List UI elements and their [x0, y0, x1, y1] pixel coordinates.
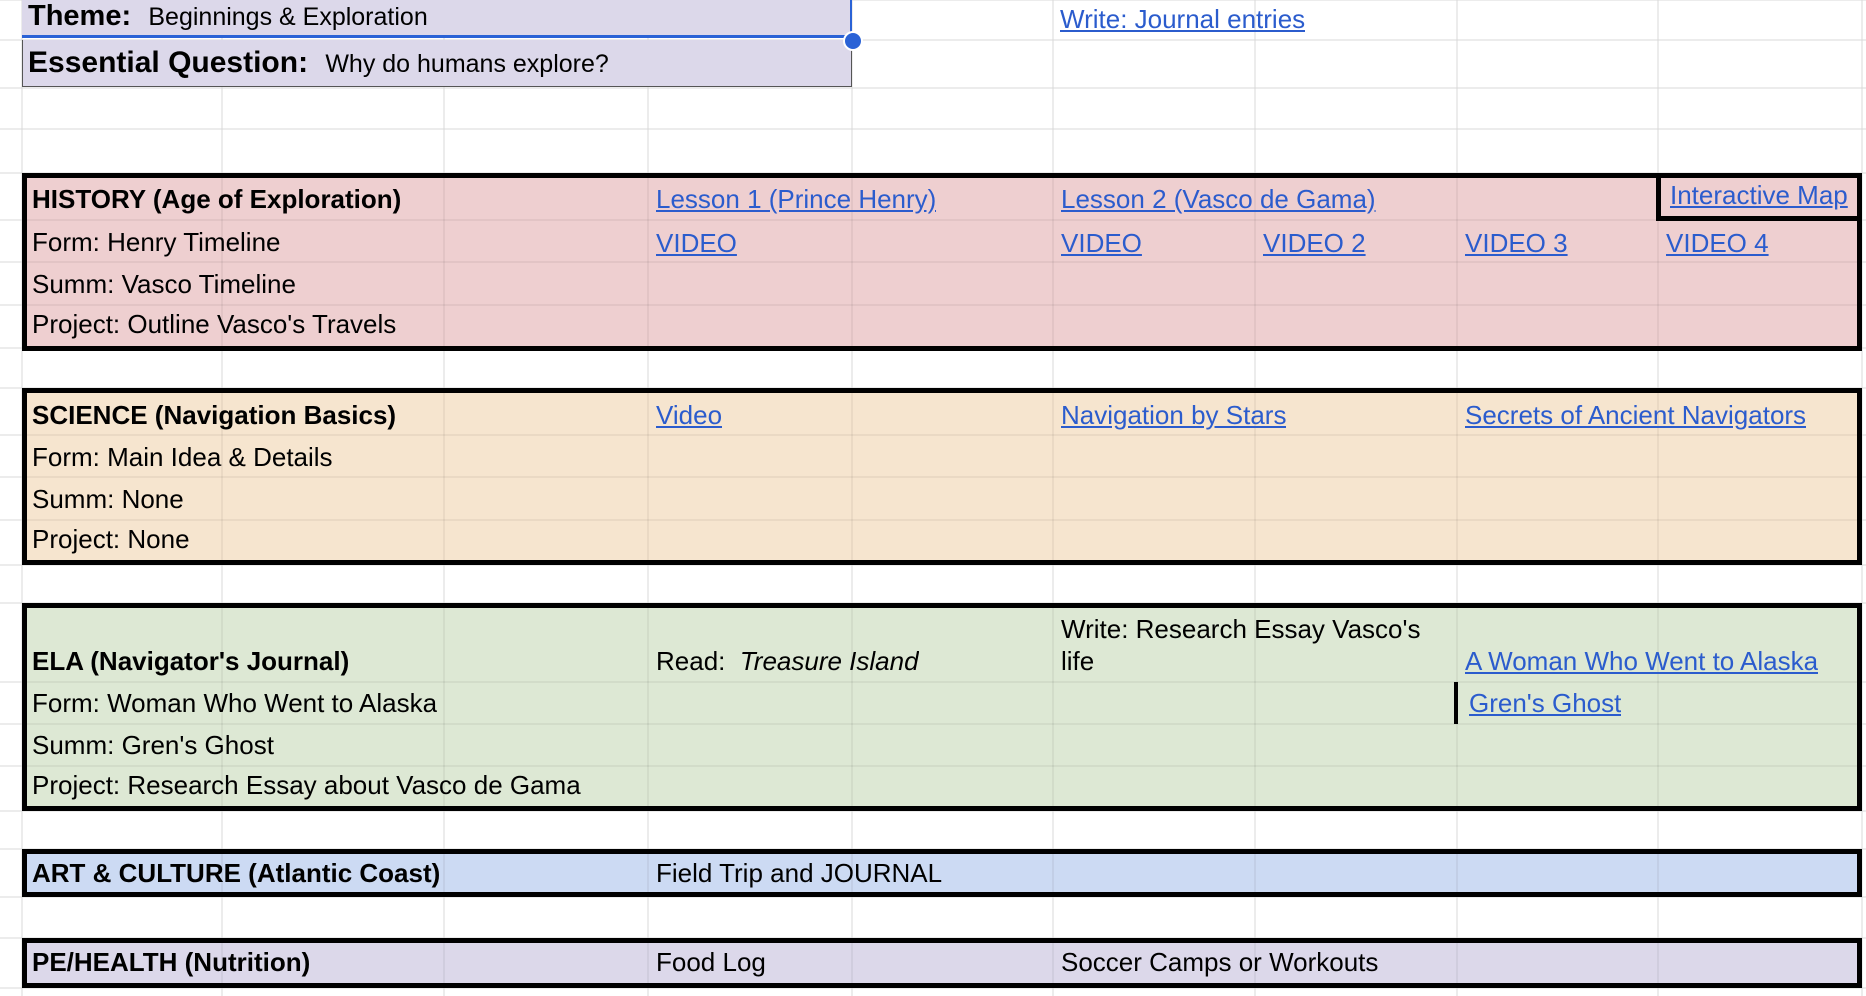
pe-activity-food-log: Food Log [656, 947, 766, 977]
history-lesson1-link[interactable]: Lesson 1 (Prince Henry) [656, 184, 937, 214]
history-video4-link[interactable]: VIDEO 4 [1666, 228, 1769, 258]
ela-read-title: Treasure Island [739, 646, 919, 676]
history-video2-link[interactable]: VIDEO 2 [1263, 228, 1366, 258]
history-title: HISTORY (Age of Exploration) [32, 184, 402, 214]
history-video-link[interactable]: VIDEO [656, 228, 737, 258]
essential-question-line [22, 44, 609, 82]
ela-title: ELA (Navigator's Journal) [32, 646, 350, 676]
history-project: Project: Outline Vasco's Travels [32, 309, 397, 339]
pe-title: PE/HEALTH (Nutrition) [32, 947, 311, 977]
ela-project: Project: Research Essay about Vasco de Gama [32, 770, 581, 800]
write-journal-link[interactable]: Write: Journal entries [1060, 4, 1306, 34]
essential-question-label: Essential Question: [28, 46, 309, 79]
science-project: Project: None [32, 524, 190, 554]
essential-question-value: Why do humans explore? [325, 50, 609, 78]
ela-write-line1: Write: Research Essay Vasco's [1061, 614, 1421, 644]
ela-summ: Summ: Gren's Ghost [32, 730, 274, 760]
ela-read-cell [646, 644, 919, 678]
pe-activity-soccer: Soccer Camps or Workouts [1061, 947, 1379, 977]
ela-read-label: Read: [656, 646, 740, 676]
history-form: Form: Henry Timeline [32, 227, 281, 257]
map-cell-border-left [1656, 173, 1661, 221]
selection-fill-handle[interactable] [843, 31, 863, 51]
art-title: ART & CULTURE (Atlantic Coast) [32, 858, 441, 888]
history-lesson2-link[interactable]: Lesson 2 (Vasco de Gama) [1061, 184, 1376, 214]
history-video3-link[interactable]: VIDEO 3 [1465, 228, 1568, 258]
theme-label: Theme: [28, 0, 132, 32]
ela-write-line2: life [1061, 646, 1095, 676]
grens-ghost-link[interactable]: Gren's Ghost [1469, 688, 1622, 718]
interactive-map-link[interactable]: Interactive Map [1670, 180, 1848, 210]
navigation-by-stars-link[interactable]: Navigation by Stars [1061, 400, 1287, 430]
science-summ: Summ: None [32, 484, 184, 514]
history-summ: Summ: Vasco Timeline [32, 269, 296, 299]
theme-value: Beginnings & Exploration [148, 3, 428, 31]
ancient-navigators-link[interactable]: Secrets of Ancient Navigators [1465, 400, 1807, 430]
map-cell-border-bottom [1656, 216, 1862, 221]
science-title: SCIENCE (Navigation Basics) [32, 400, 397, 430]
history-video-link[interactable]: VIDEO [1061, 228, 1142, 258]
science-form: Form: Main Idea & Details [32, 442, 333, 472]
art-activity: Field Trip and JOURNAL [656, 858, 943, 888]
theme-line [22, 0, 428, 34]
grens-ghost-cell-border [1454, 682, 1458, 724]
woman-alaska-link[interactable]: A Woman Who Went to Alaska [1465, 646, 1819, 676]
science-video-link[interactable]: Video [656, 400, 723, 430]
ela-form: Form: Woman Who Went to Alaska [32, 688, 438, 718]
